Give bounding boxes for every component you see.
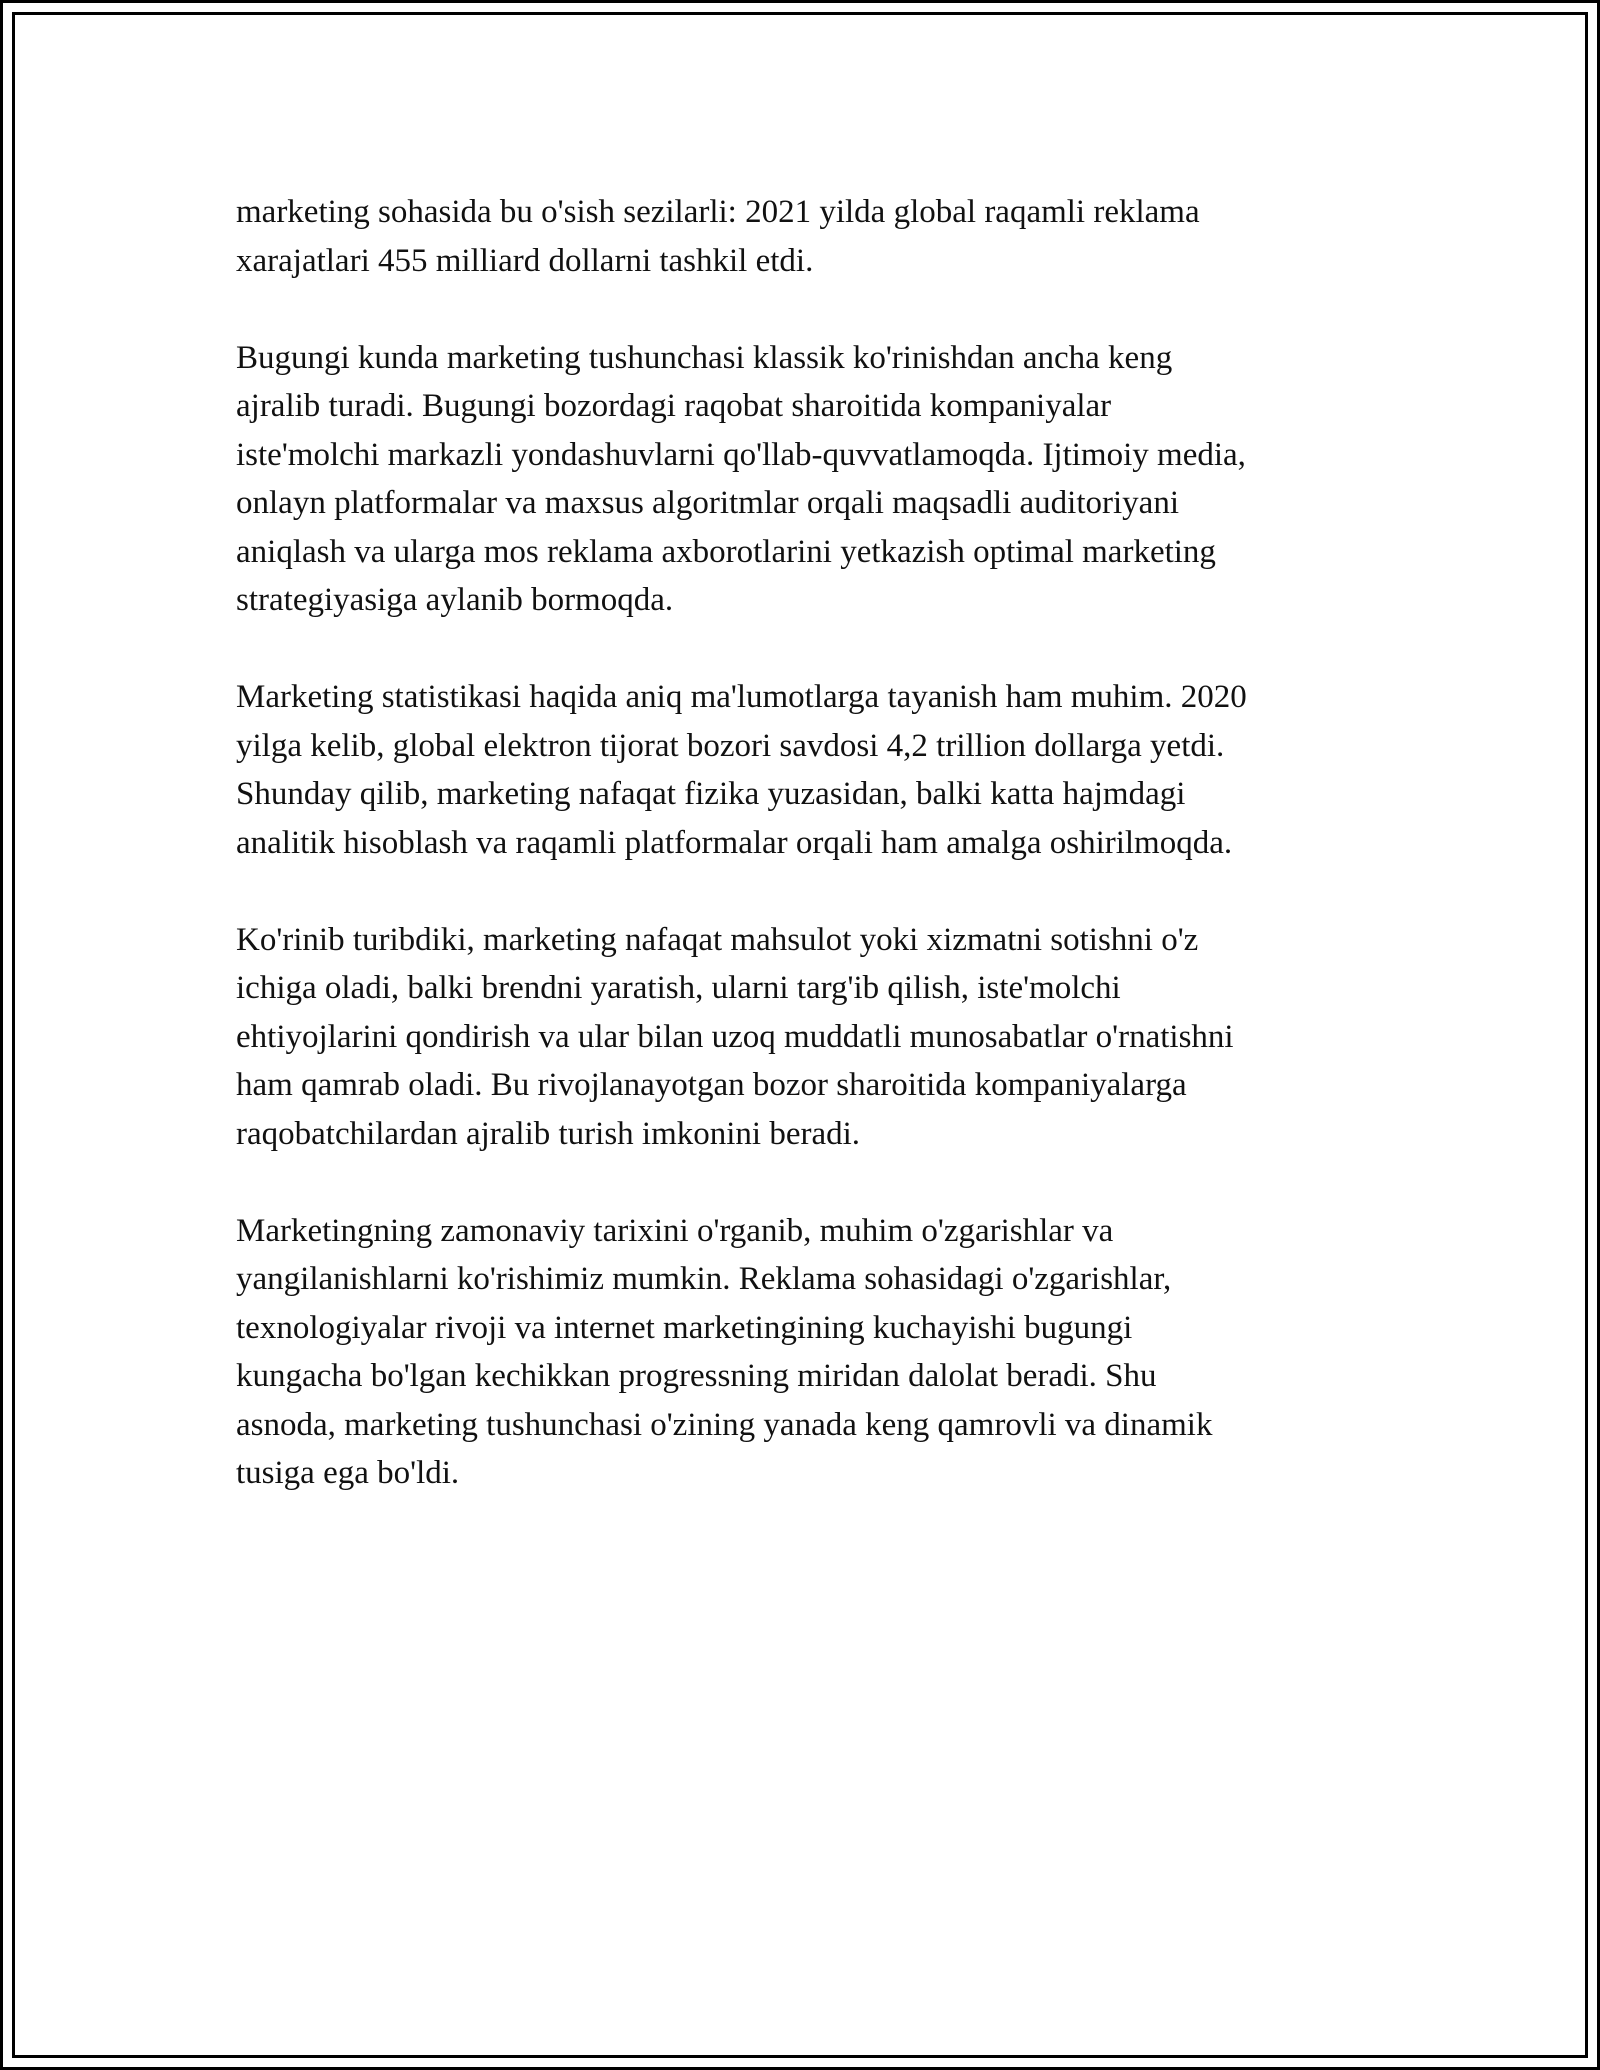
text-line: Marketing statistikasi haqida aniq ma'lumotlarga tayanish ham muhim. 2020 xyxy=(236,679,1247,715)
paragraph xyxy=(236,673,1376,867)
text-line: kungacha bo'lgan kechikkan progressning miridan dalolat beradi. Shu xyxy=(236,1358,1157,1394)
text-line: strategiyasiga aylanib bormoqda. xyxy=(236,582,674,618)
text-line: aniqlash va ularga mos reklama axborotlarini yetkazish optimal marketing xyxy=(236,533,1216,570)
text-line: raqobatchilardan ajralib turish imkonini beradi. xyxy=(236,1115,861,1152)
text-line: tusiga ega bo'ldi. xyxy=(236,1455,460,1491)
text-line: yilga kelib, global elektron tijorat bozori savdosi 4,2 trillion dollarga yetdi. xyxy=(236,727,1225,764)
document-body xyxy=(236,188,1376,1498)
text-line: ajralib turadi. Bugungi bozordagi raqobat sharoitida kompaniyalar xyxy=(236,388,1112,424)
paragraph xyxy=(236,916,1376,1159)
paragraph xyxy=(236,188,1376,285)
text-line: marketing sohasida bu o'sish sezilarli: 2021 yilda global raqamli reklama xyxy=(236,194,1200,230)
paragraph xyxy=(236,334,1376,625)
text-line: ehtiyojlarini qondirish va ular bilan uzoq muddatli munosabatlar o'rnatishni xyxy=(236,1018,1234,1055)
text-line: iste'molchi markazli yondashuvlarni qo'llab-quvvatlamoqda. Ijtimoiy media, xyxy=(236,436,1246,473)
text-line: Bugungi kunda marketing tushunchasi klassik ko'rinishdan ancha keng xyxy=(236,339,1173,376)
text-line: asnoda, marketing tushunchasi o'zining yanada keng qamrovli va dinamik xyxy=(236,1406,1213,1443)
text-line: ham qamrab oladi. Bu rivojlanayotgan bozor sharoitida kompaniyalarga xyxy=(236,1067,1187,1103)
text-line: Marketingning zamonaviy tarixini o'rganib, muhim o'zgarishlar va xyxy=(236,1212,1114,1249)
text-line: texnologiyalar rivoji va internet marketingining kuchayishi bugungi xyxy=(236,1309,1133,1346)
text-line: yangilanishlarni ko'rishimiz mumkin. Reklama sohasidagi o'zgarishlar, xyxy=(236,1261,1172,1297)
text-line: onlayn platformalar va maxsus algoritmlar orqali maqsadli auditoriyani xyxy=(236,485,1179,521)
text-line: Shunday qilib, marketing nafaqat fizika yuzasidan, balki katta hajmdagi xyxy=(236,776,1186,812)
text-line: analitik hisoblash va raqamli platformalar orqali ham amalga oshirilmoqda. xyxy=(236,824,1233,861)
text-line: xarajatlari 455 milliard dollarni tashkil etdi. xyxy=(236,242,814,279)
paragraph xyxy=(236,1207,1376,1498)
text-line: Ko'rinib turibdiki, marketing nafaqat mahsulot yoki xizmatni sotishni o'z xyxy=(236,921,1199,958)
text-line: ichiga oladi, balki brendni yaratish, ularni targ'ib qilish, iste'molchi xyxy=(236,970,1121,1006)
